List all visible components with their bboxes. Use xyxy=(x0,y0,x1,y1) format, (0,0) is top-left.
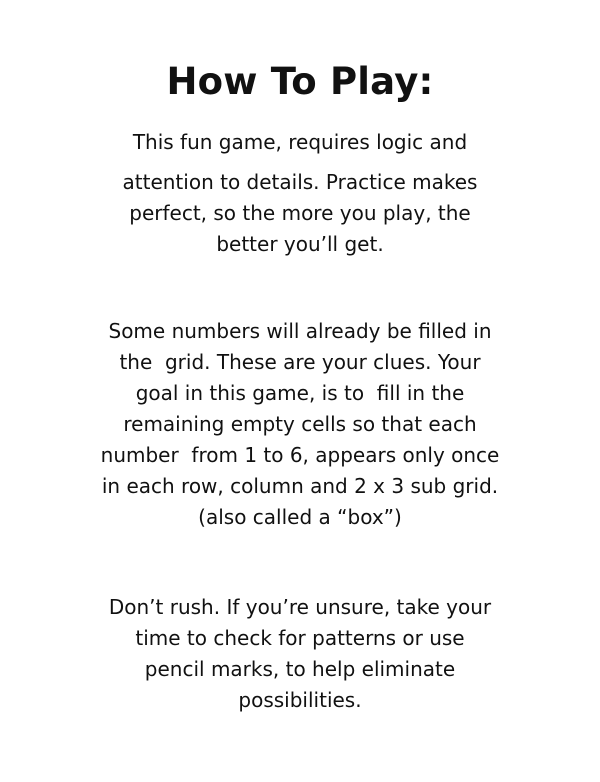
paragraph-line: attention to details. Practice makes xyxy=(122,170,478,194)
intro-paragraph xyxy=(0,127,600,260)
paragraph-line: possibilities. xyxy=(238,688,362,712)
paragraph-line: This fun game, requires logic and xyxy=(132,130,468,154)
paragraph-line: Some numbers will already be filled in xyxy=(108,319,492,343)
paragraph-line: number from 1 to 6, appears only once xyxy=(100,443,500,467)
tips-paragraph xyxy=(0,592,600,716)
paragraph-line: pencil marks, to help eliminate xyxy=(144,657,456,681)
paragraph-line: Don’t rush. If you’re unsure, take your xyxy=(108,595,492,619)
paragraph-line: better you’ll get. xyxy=(216,232,384,256)
paragraph-line: in each row, column and 2 x 3 sub grid. xyxy=(101,474,499,498)
paragraph-line: goal in this game, is to fill in the xyxy=(135,381,465,405)
paragraph-line: remaining empty cells so that each xyxy=(123,412,477,436)
page-title: How To Play: xyxy=(166,60,434,103)
paragraph-line: the grid. These are your clues. Your xyxy=(119,350,481,374)
paragraph-line: time to check for patterns or use xyxy=(135,626,465,650)
paragraph-line: perfect, so the more you play, the xyxy=(129,201,471,225)
rules-paragraph xyxy=(0,316,600,533)
paragraph-line: (also called a “box”) xyxy=(198,505,402,529)
